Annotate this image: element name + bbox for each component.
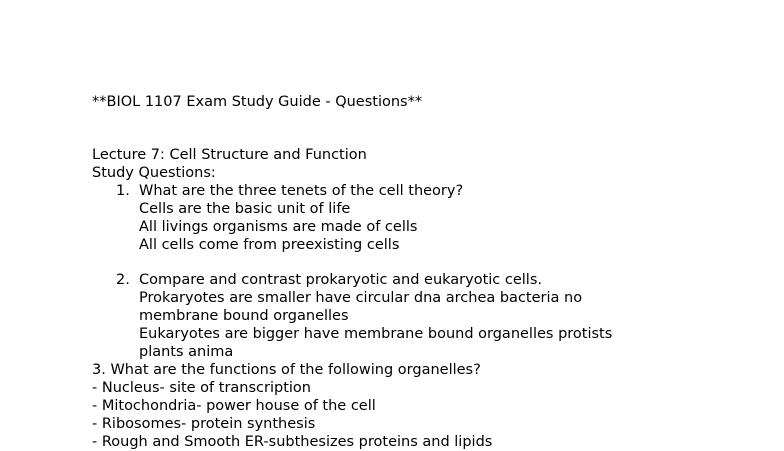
q2-number: 2. xyxy=(116,272,130,288)
lecture-heading: Lecture 7: Cell Structure and Function xyxy=(92,147,367,163)
q3-question: 3. What are the functions of the following organelles? xyxy=(92,362,481,378)
q3-item: - Nucleus- site of transcription xyxy=(92,380,311,396)
q1-number: 1. xyxy=(116,183,130,199)
q1-answer: Cells are the basic unit of life xyxy=(139,201,351,217)
q2-answer: Prokaryotes are smaller have circular dna archea bacteria no xyxy=(139,290,583,306)
study-questions-label: Study Questions: xyxy=(92,165,216,181)
q2-answer: membrane bound organelles xyxy=(139,308,349,324)
q2-answer: plants anima xyxy=(139,344,234,360)
q1-answer: All livings organisms are made of cells xyxy=(139,219,418,235)
q1-question: What are the three tenets of the cell theory? xyxy=(139,183,464,199)
document-title: **BIOL 1107 Exam Study Guide - Questions** xyxy=(92,94,423,110)
q1-answer: All cells come from preexisting cells xyxy=(139,237,400,253)
q3-item: - Mitochondria- power house of the cell xyxy=(92,398,376,414)
q3-item: - Ribosomes- protein synthesis xyxy=(92,416,316,432)
q2-question: Compare and contrast prokaryotic and eukaryotic cells. xyxy=(139,272,542,288)
q3-item: - Rough and Smooth ER-subthesizes proteins and lipids xyxy=(92,434,493,450)
q2-answer: Eukaryotes are bigger have membrane bound organelles protists xyxy=(139,326,613,342)
